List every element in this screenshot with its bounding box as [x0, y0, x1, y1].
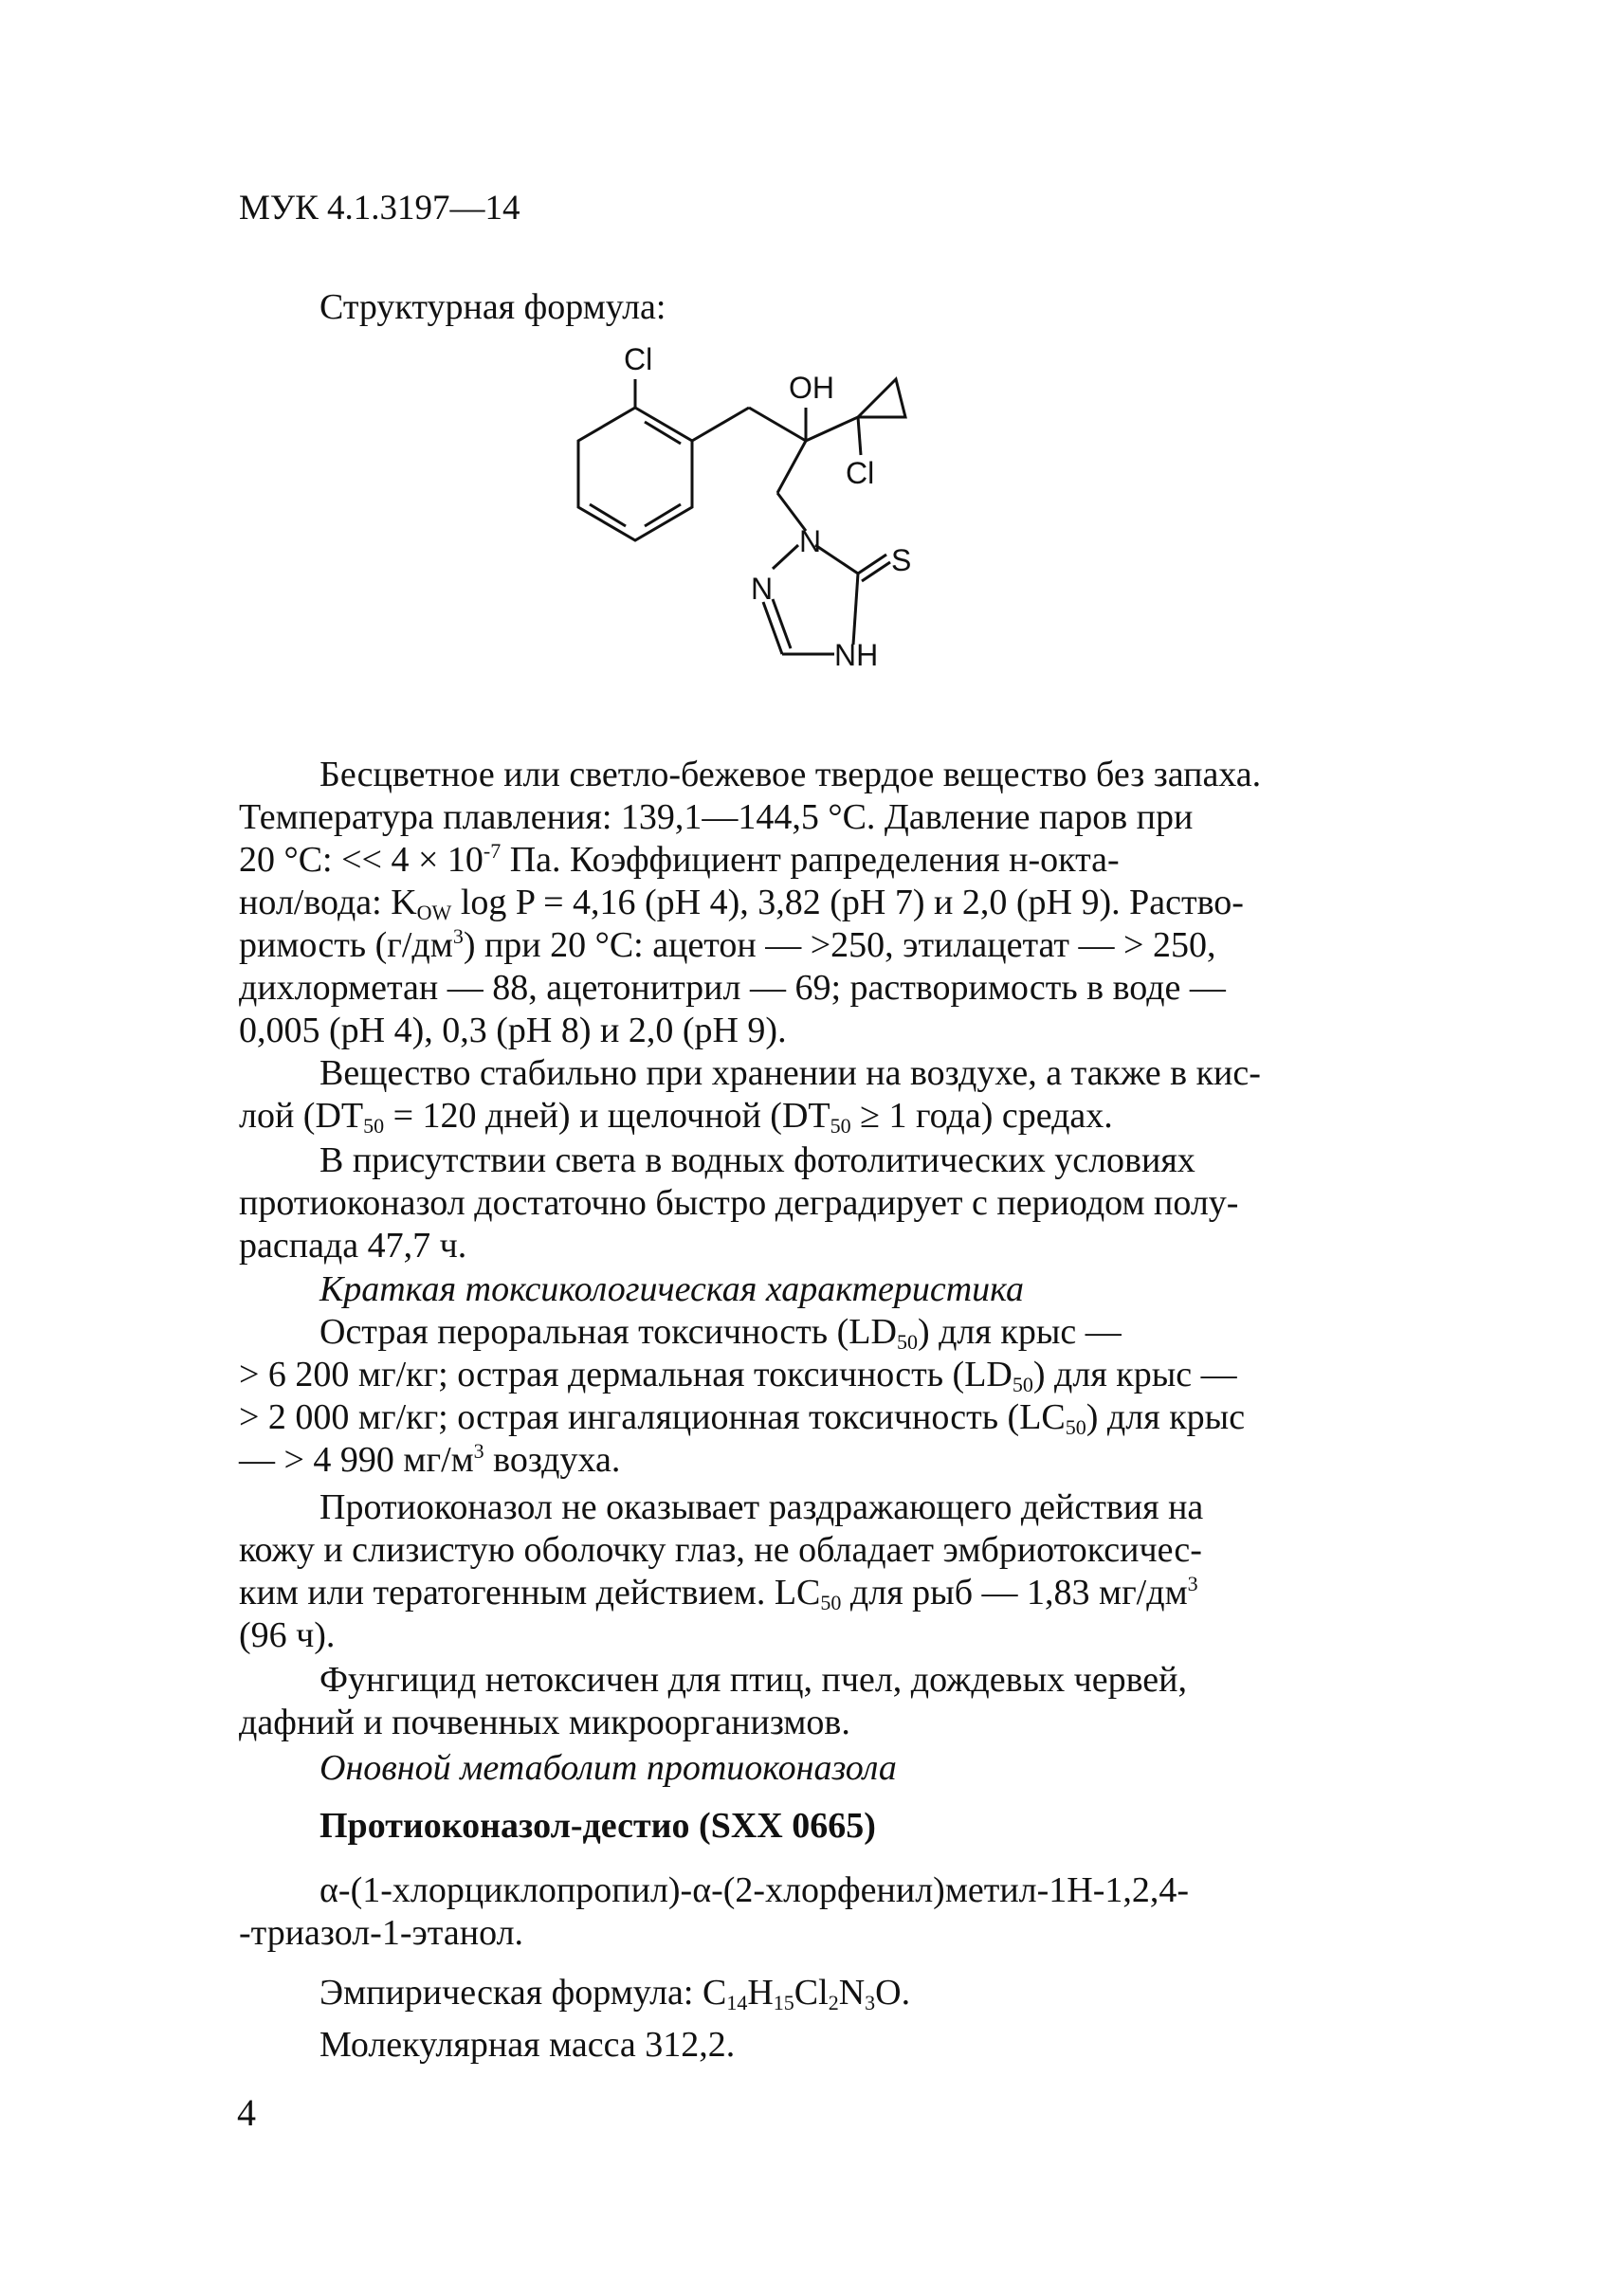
cyclopropyl-bond — [806, 417, 858, 441]
atom-nh: NH — [834, 638, 879, 672]
text-line: Вещество стабильно при хранении на воздухе, а также в кис- — [319, 1053, 1261, 1093]
ch2-down-bond — [777, 441, 806, 493]
n-ch-double-bond — [763, 602, 782, 654]
text-line: (96 ч). — [239, 1615, 336, 1655]
paragraph-properties — [239, 754, 1405, 1052]
metabolite-heading: Оновной метаболит протиоконазола — [319, 1748, 897, 1788]
text-line: дафний и почвенных микроорганизмов. — [239, 1703, 850, 1742]
atom-oh: OH — [789, 371, 834, 405]
chemical-name — [239, 1869, 1405, 1955]
n-c-bond — [815, 545, 858, 574]
empirical-formula: Эмпирическая формула: $C_{14}H_{15}Cl_2N_3O$. — [319, 1973, 911, 2014]
text-line: > 2 000 мг/кг; острая ингаляционная токсичность $(LC_{50})$ для крыс — [239, 1397, 1246, 1439]
text-line: распада 47,7 ч. — [239, 1226, 467, 1266]
structural-formula — [531, 341, 1043, 720]
text-line: римость $(г/дм^3)$ при 20 °С: ацетон — >250, этилацетат — > 250, — [239, 924, 1216, 965]
text-line: лой ($DT_{50} = 120$ дней) и щелочной ($DT_{50} \ge 1$ года) средах. — [239, 1096, 1113, 1138]
structure-label: Структурная формула: — [319, 287, 666, 327]
paragraph-irritation — [239, 1486, 1405, 1657]
formula-bonds — [578, 379, 905, 654]
text-line: В присутствии света в водных фотолитических условиях — [319, 1140, 1195, 1180]
molar-mass: Молекулярная масса 312,2. — [319, 2025, 736, 2065]
text-line: Бесцветное или светло-бежевое твердое вещество без запаха. — [319, 755, 1262, 794]
ch2-c-bond — [749, 408, 806, 441]
text-line: 0,005 (pH 4), 0,3 (pH 8) и 2,0 (pH 9). — [239, 1011, 787, 1050]
text-line: Острая пероральная токсичность $(LD_{50})$ для крыс — — [319, 1312, 1122, 1354]
text-line: кожу и слизистую оболочку глаз, не обладает эмбриотоксичес- — [239, 1530, 1202, 1570]
document-code: МУК 4.1.3197—14 — [239, 189, 520, 228]
ch2-bond — [692, 408, 749, 441]
cl2-bond — [858, 417, 861, 455]
text-line: Фунгицид нетоксичен для птиц, пчел, дождевых червей, — [319, 1660, 1188, 1700]
paragraph-toxicity — [239, 1311, 1405, 1482]
text-line: ким или тератогенным действием. $LC_{50}$ для рыб — 1,83 $мг/дм^3$ — [239, 1572, 1198, 1614]
text-line: > 6 200 мг/кг; острая дермальная токсичность $(LD_{50})$ для крыс — — [239, 1355, 1237, 1396]
c-nh-bond — [853, 574, 858, 645]
atom-n2: N — [751, 572, 774, 606]
benzene-ring — [578, 408, 692, 540]
text-line: 20 °С: << $4 \times 10^{-7}$ Па. Коэффициент рапределения н-окта- — [239, 839, 1120, 880]
atom-cl-right: Cl — [846, 456, 875, 490]
text-line: нол/вода: $K_{OW}$ log P = 4,16 (pH 4), 3,82 (pH 7) и 2,0 (pH 9). Раство- — [239, 883, 1244, 924]
n-ch-double-bond-2 — [773, 599, 791, 648]
text-line: протиоконазол достаточно быстро деградирует с периодом полу- — [239, 1183, 1239, 1223]
text-line: — > 4 990 $мг/м^3$ воздуха. — [239, 1439, 621, 1480]
page-number: 4 — [237, 2091, 256, 2134]
atom-n1: N — [799, 524, 822, 558]
atom-s: S — [891, 543, 912, 577]
n-n-bond — [773, 545, 798, 569]
paragraph-photolysis — [239, 1139, 1405, 1267]
text-line: α-(1-хлорциклопропил)-α-(2-хлорфенил)метил-1H-1,2,4- — [319, 1870, 1190, 1910]
atom-cl-top: Cl — [624, 342, 653, 376]
cyclopropyl-ring — [858, 379, 905, 417]
text-line: -триазол-1-этанол. — [239, 1913, 524, 1953]
c-s-double-bond-2 — [862, 562, 890, 581]
c-s-double-bond — [858, 555, 886, 574]
paragraph-ecotox — [239, 1659, 1405, 1744]
metabolite-name: Протиоконазол-дестио (SXX 0665) — [319, 1806, 876, 1846]
paragraph-stability — [239, 1052, 1405, 1138]
text-line: Температура плавления: 139,1—144,5 °С. Давление паров при — [239, 797, 1194, 837]
tox-heading: Краткая токсикологическая характеристика — [319, 1269, 1024, 1309]
text-line: дихлорметан — 88, ацетонитрил — 69; растворимость в воде — — [239, 968, 1226, 1008]
text-line: Протиоконазол не оказывает раздражающего действия на — [319, 1487, 1204, 1527]
